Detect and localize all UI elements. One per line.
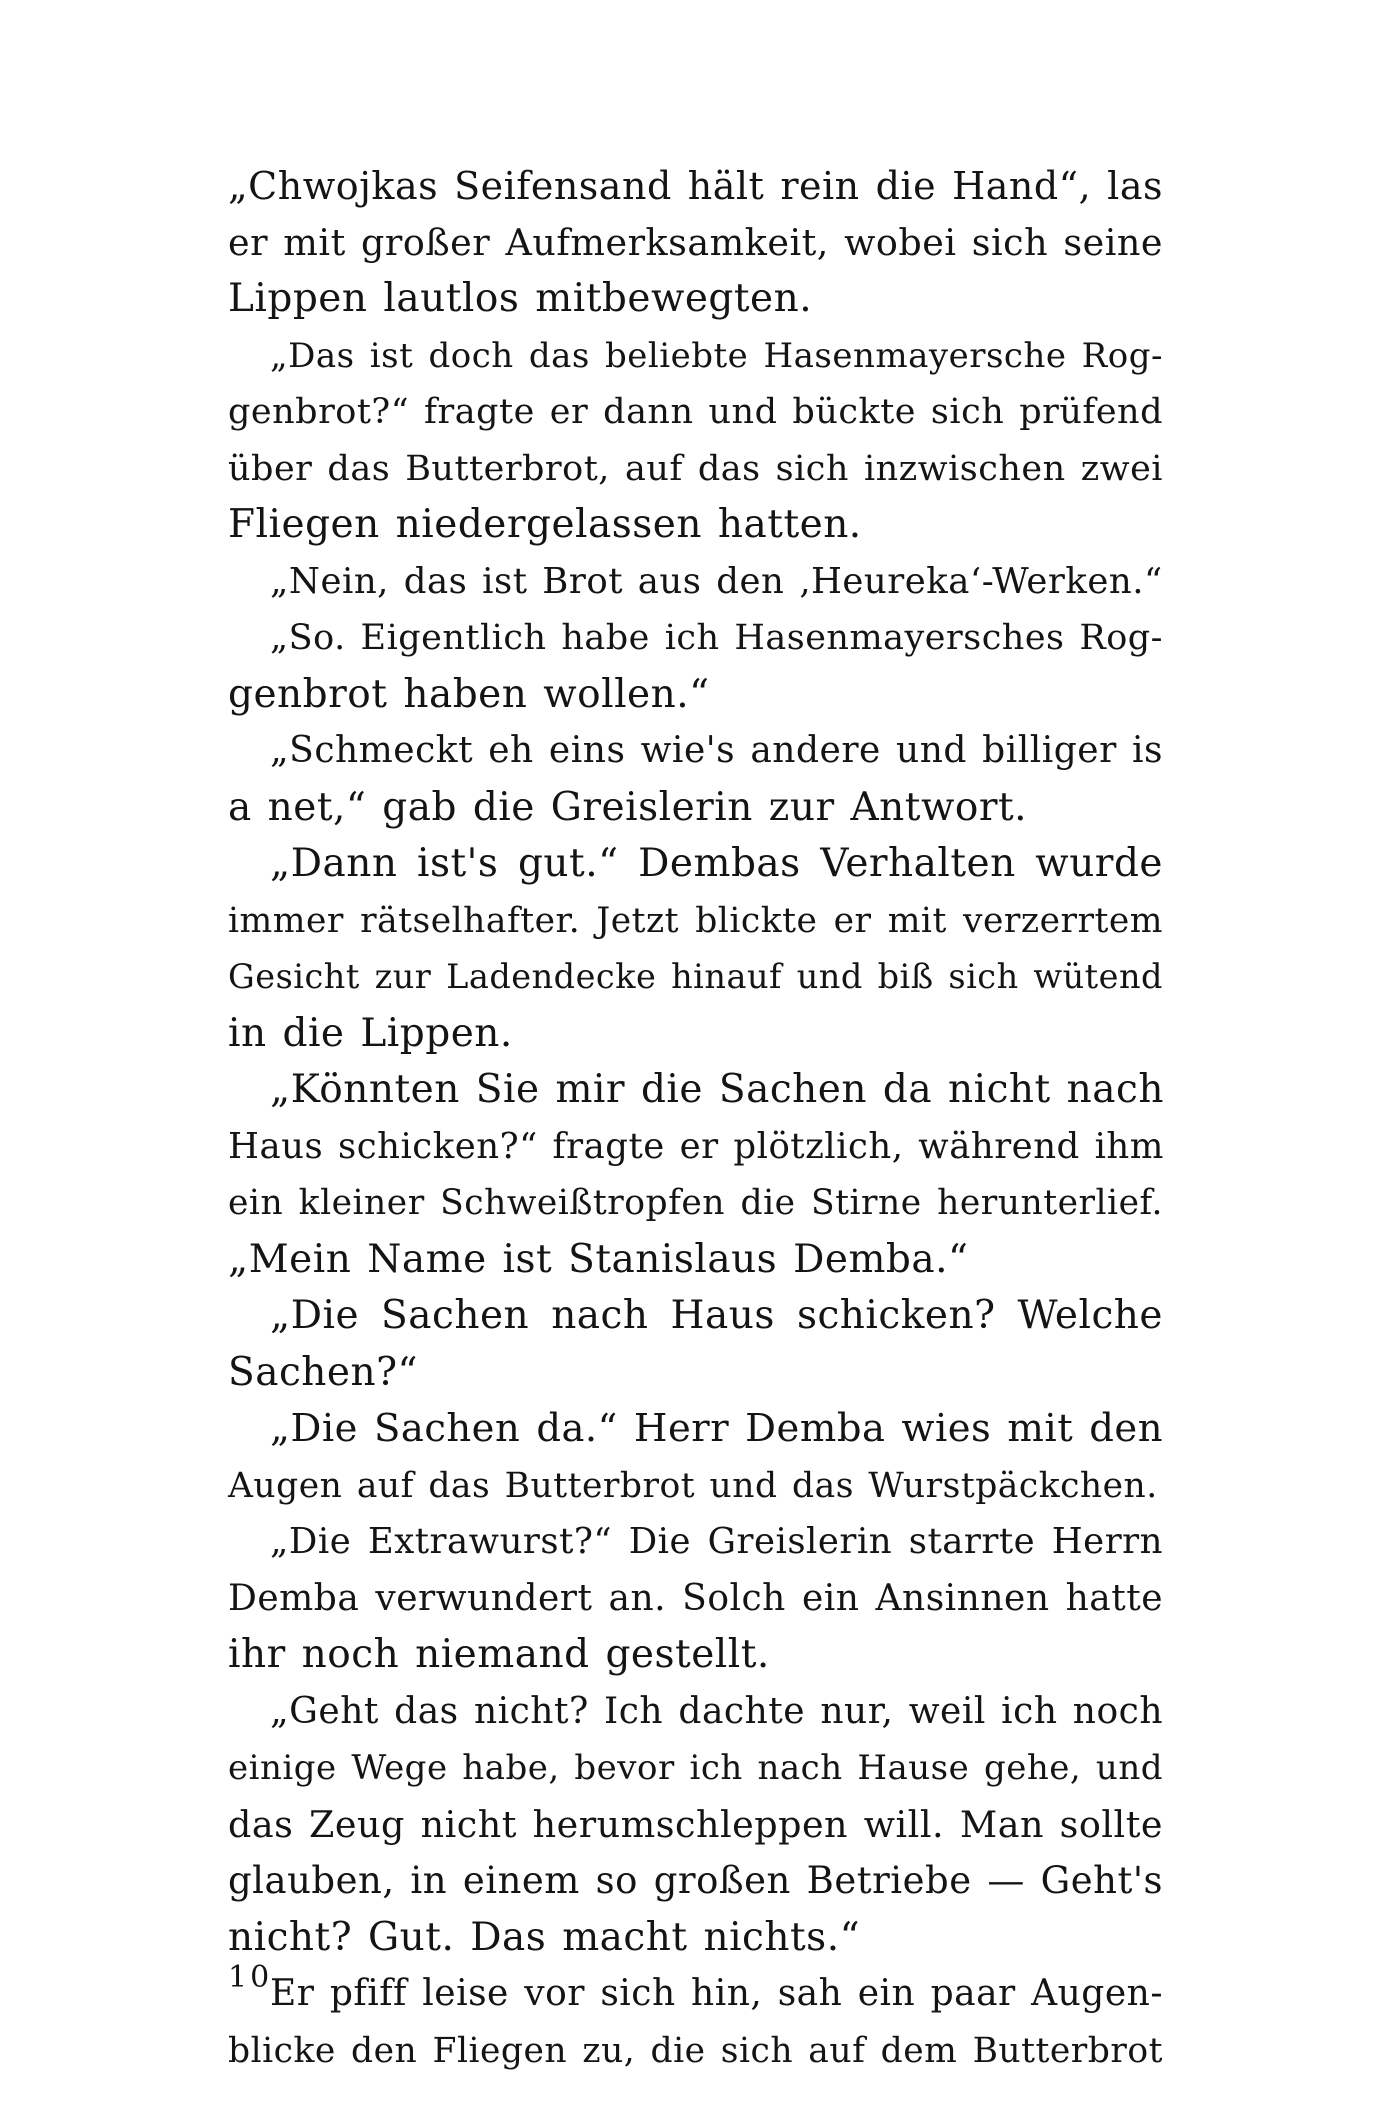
text-line: „Könnten Sie mir die Sachen da nicht nach [270, 1067, 1164, 1112]
text-line: „Nein, das ist Brot aus den ‚Heureka‘-Werken.“ [270, 560, 1163, 602]
text-line: Fliegen niedergelassen hatten. [228, 502, 862, 547]
text-line: ihr noch niemand gestellt. [228, 1632, 770, 1677]
text-line: a net,“ gab die Greislerin zur Antwort. [228, 784, 1028, 830]
text-line: nicht? Gut. Das macht nichts.“ [228, 1914, 861, 1960]
text-line: ein kleiner Schweißtropfen die Stirne herunterlief. [228, 1183, 1163, 1223]
text-line: er mit großer Aufmerksamkeit, wobei sich seine [228, 220, 1163, 264]
text-line: „Chwojkas Seifensand hält rein die Hand“, las [228, 164, 1163, 208]
text-line: genbrot haben wollen.“ [228, 671, 710, 717]
text-line: Gesicht zur Ladendecke hinauf und biß sich wütend [228, 957, 1163, 996]
text-line: Demba verwundert an. Solch ein Ansinnen hatte [228, 1577, 1163, 1619]
text-line: „Mein Name ist Stanislaus Demba.“ [228, 1236, 969, 1282]
text-line: „Die Sachen da.“ Herr Demba wies mit den [270, 1406, 1163, 1451]
page-number: 10 [228, 1960, 273, 1995]
text-line: Haus schicken?“ fragte er plötzlich, während ihm [228, 1125, 1164, 1167]
text-line: das Zeug nicht herumschleppen will. Man sollte [228, 1802, 1163, 1846]
text-line: über das Butterbrot, auf das sich inzwischen zwei [228, 448, 1163, 489]
text-line: in die Lippen. [228, 1010, 513, 1056]
text-line: blicke den Fliegen zu, die sich auf dem Butterbrot [228, 2030, 1163, 2071]
body-text [228, 158, 1163, 2079]
text-line: „Schmeckt eh eins wie's andere und billiger is [270, 730, 1163, 771]
text-line: immer rätselhafter. Jetzt blickte er mit verzerrtem [228, 900, 1163, 941]
text-line: genbrot?“ fragte er dann und bückte sich prüfend [228, 392, 1163, 432]
text-line: „Geht das nicht? Ich dachte nur, weil ich noch [270, 1690, 1163, 1732]
text-line: glauben, in einem so großen Betriebe — Geht's [228, 1859, 1163, 1902]
text-line: „Dann ist's gut.“ Dembas Verhalten wurde [270, 841, 1163, 886]
text-line: Sachen?“ [228, 1349, 418, 1395]
text-line: „Die Sachen nach Haus schicken? Welche [270, 1293, 1163, 1338]
text-line: einige Wege habe, bevor ich nach Hause gehe, und [228, 1748, 1163, 1788]
text-line: Augen auf das Butterbrot und das Wurstpäckchen. [228, 1465, 1158, 1506]
text-line: „Die Extrawurst?“ Die Greislerin starrte Herrn [270, 1521, 1163, 1562]
text-line: „Das ist doch das beliebte Hasenmayersche Rog- [270, 335, 1163, 376]
text-line: Er pfiff leise vor sich hin, sah ein paar Augen- [270, 1973, 1163, 2014]
text-line: „So. Eigentlich habe ich Hasenmayersches Rog- [270, 618, 1163, 658]
text-line: Lippen lautlos mitbewegten. [228, 276, 813, 321]
